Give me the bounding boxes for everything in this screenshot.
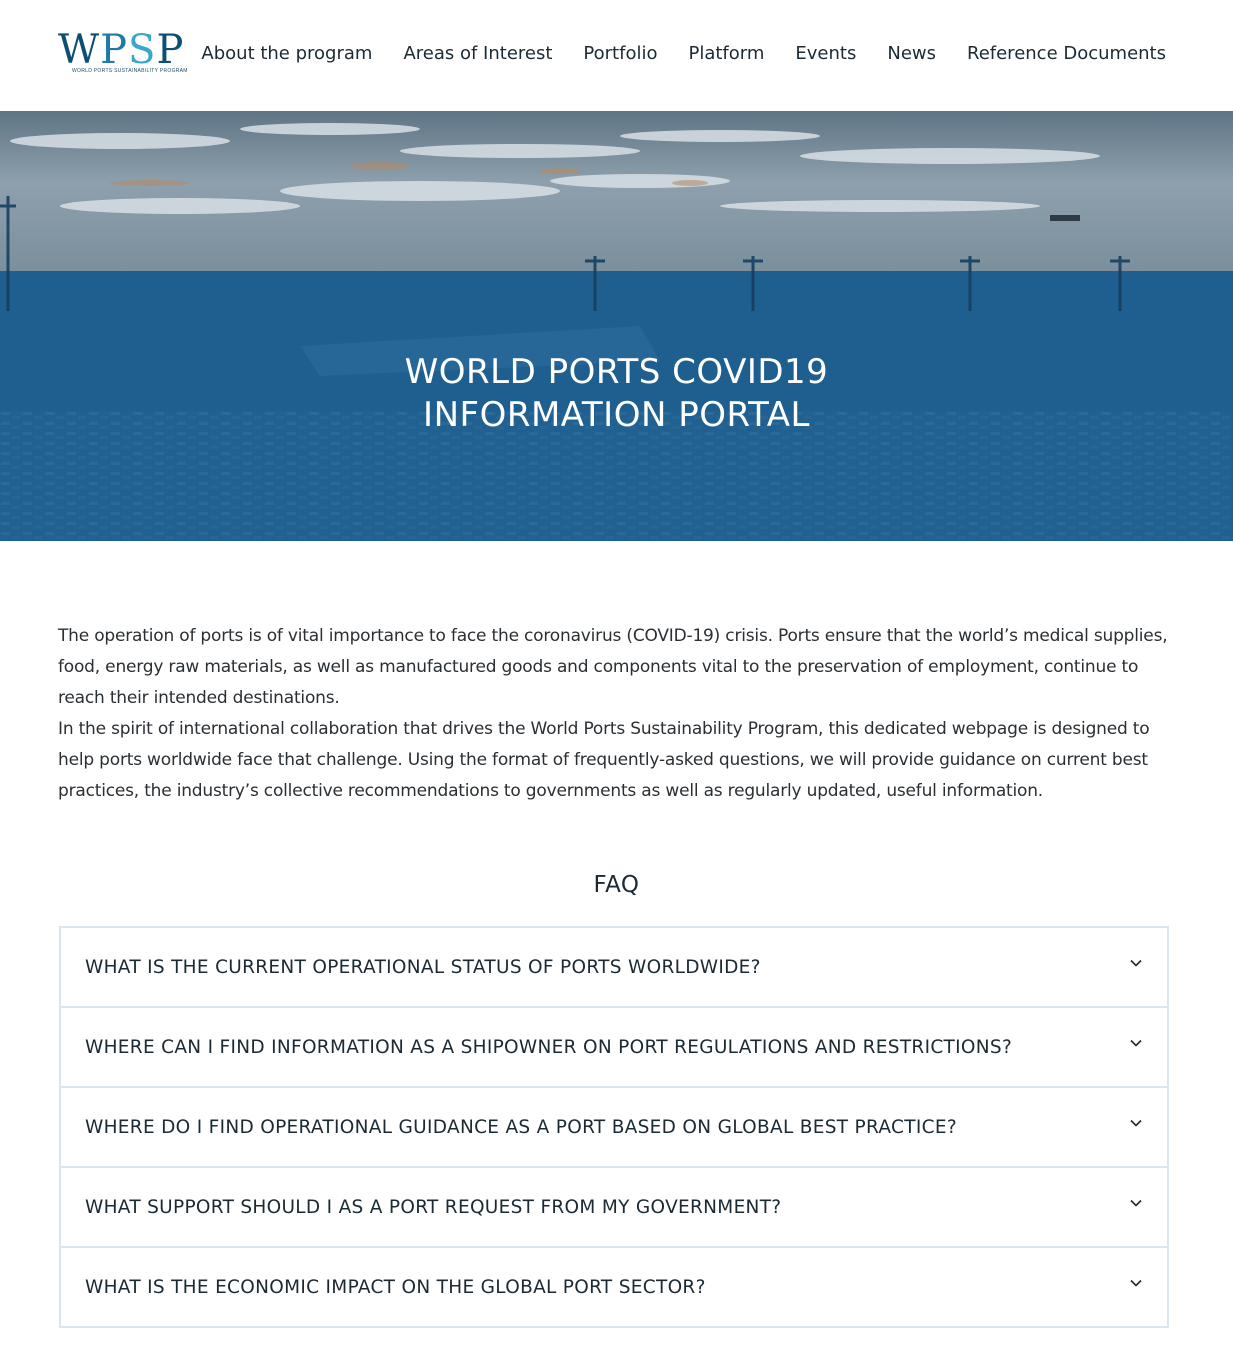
faq-item[interactable] <box>59 1008 1169 1088</box>
intro-text <box>58 621 1173 807</box>
nav-reference-documents[interactable]: Reference Documents <box>967 43 1166 64</box>
faq-question: WHAT IS THE ECONOMIC IMPACT ON THE GLOBAL PORT SECTOR? <box>85 1277 706 1298</box>
hero-title-line1: WORLD PORTS COVID19 <box>404 352 829 392</box>
faq-item[interactable] <box>59 1088 1169 1168</box>
faq-question: WHERE DO I FIND OPERATIONAL GUIDANCE AS A PORT BASED ON GLOBAL BEST PRACTICE? <box>85 1117 957 1138</box>
chevron-down-icon[interactable] <box>1129 1036 1143 1050</box>
nav-areas-of-interest[interactable]: Areas of Interest <box>403 43 553 64</box>
logo-subtitle: WORLD PORTS SUSTAINABILITY PROGRAM <box>72 68 188 74</box>
site-header <box>0 0 1233 111</box>
main-nav <box>201 42 1166 66</box>
intro-paragraph-2: In the spirit of international collaboration that drives the World Ports Sustainability Program, this dedicated webpage is designed to help ports worldwide face that challenge. Using the format of frequently-asked questions, we will provide guidance on current best practices, the industry’s collective recommendations to governments as well as regularly updated, useful information. <box>58 719 1150 801</box>
chevron-down-icon[interactable] <box>1129 1116 1143 1130</box>
hero-banner <box>0 111 1233 541</box>
chevron-down-icon[interactable] <box>1129 1276 1143 1290</box>
faq-question: WHAT IS THE CURRENT OPERATIONAL STATUS OF PORTS WORLDWIDE? <box>85 957 761 978</box>
faq-heading: FAQ <box>593 872 640 898</box>
hero-port-image <box>0 111 1233 541</box>
chevron-down-icon[interactable] <box>1129 956 1143 970</box>
faq-item[interactable] <box>59 1168 1169 1248</box>
faq-item[interactable] <box>59 1248 1169 1328</box>
faq-question: WHAT SUPPORT SHOULD I AS A PORT REQUEST FROM MY GOVERNMENT? <box>85 1197 782 1218</box>
nav-platform[interactable]: Platform <box>688 43 765 64</box>
faq-accordion <box>59 926 1169 1328</box>
wpsp-logo[interactable] <box>58 27 192 78</box>
intro-paragraph-1: The operation of ports is of vital importance to face the coronavirus (COVID-19) crisis. Ports ensure that the world’s medical supplies, food, energy raw materials, as well as manufactured goods and components vital to the preservation of employment, continue to reach their intended destinations. <box>58 626 1168 708</box>
hero-title <box>0 351 1233 437</box>
nav-events[interactable]: Events <box>795 43 857 64</box>
nav-portfolio[interactable]: Portfolio <box>583 43 658 64</box>
hero-title-line2: INFORMATION PORTAL <box>423 395 810 435</box>
faq-question: WHERE CAN I FIND INFORMATION AS A SHIPOWNER ON PORT REGULATIONS AND RESTRICTIONS? <box>85 1037 1013 1058</box>
nav-about-the-program[interactable]: About the program <box>201 43 373 64</box>
chevron-down-icon[interactable] <box>1129 1196 1143 1210</box>
faq-item[interactable] <box>59 928 1169 1008</box>
logo-wordmark: WPSP <box>58 27 185 73</box>
nav-news[interactable]: News <box>887 43 936 64</box>
